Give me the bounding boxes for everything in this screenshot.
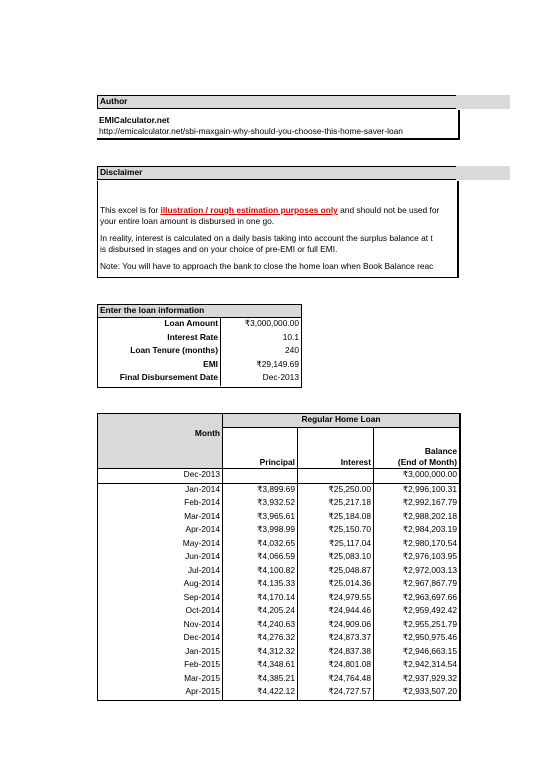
month-cell: Dec-2013 bbox=[98, 469, 223, 483]
principal-cell: ₹4,385.21 bbox=[223, 673, 298, 687]
principal-cell bbox=[223, 469, 298, 483]
schedule-table bbox=[97, 413, 461, 701]
table-row bbox=[98, 524, 459, 538]
balance-cell: ₹2,933,507.20 bbox=[402, 686, 457, 696]
balance-cell: ₹2,988,202.18 bbox=[402, 510, 457, 521]
principal-header-label: Principal bbox=[259, 457, 295, 467]
principal-cell: ₹3,965.61 bbox=[223, 511, 298, 525]
table-row bbox=[98, 673, 459, 687]
disclaimer-line-1 bbox=[98, 181, 457, 216]
balance-cell: ₹2,955,251.79 bbox=[402, 618, 457, 629]
emi-label: EMI bbox=[98, 359, 221, 373]
author-body bbox=[97, 110, 460, 140]
interest-cell: ₹25,083.10 bbox=[298, 551, 374, 565]
emi-value: ₹29,149.69 bbox=[256, 358, 299, 369]
disclaimer-header-tail bbox=[456, 166, 510, 180]
loan-amount-label: Loan Amount bbox=[98, 318, 221, 332]
month-cell: Jan-2015 bbox=[98, 646, 223, 660]
table-row bbox=[98, 551, 459, 565]
disclaimer-body bbox=[97, 181, 459, 278]
balance-cell: ₹2,972,003.13 bbox=[402, 564, 457, 575]
month-cell: Apr-2014 bbox=[98, 524, 223, 538]
table-row bbox=[98, 497, 459, 511]
table-row bbox=[98, 469, 459, 484]
disclaimer-line-1-post: and should not be used for bbox=[337, 205, 440, 215]
balance-cell: ₹2,976,103.95 bbox=[402, 551, 457, 561]
principal-cell: ₹4,276.32 bbox=[223, 632, 298, 646]
interest-cell: ₹25,117.04 bbox=[298, 538, 374, 552]
principal-cell: ₹4,348.61 bbox=[223, 659, 298, 673]
table-row bbox=[98, 646, 459, 660]
month-cell: Mar-2015 bbox=[98, 673, 223, 687]
principal-cell: ₹3,932.52 bbox=[223, 497, 298, 511]
interest-cell: ₹24,909.06 bbox=[298, 619, 374, 633]
balance-header bbox=[374, 428, 459, 468]
disbursement-date-input[interactable]: Dec-2013 bbox=[262, 372, 299, 383]
table-row bbox=[98, 592, 459, 606]
table-row bbox=[98, 511, 459, 525]
principal-cell: ₹4,312.32 bbox=[223, 646, 298, 660]
month-cell: Feb-2015 bbox=[98, 659, 223, 673]
month-cell: Jun-2014 bbox=[98, 551, 223, 565]
interest-cell: ₹24,873.37 bbox=[298, 632, 374, 646]
principal-cell: ₹4,135.33 bbox=[223, 578, 298, 592]
principal-cell: ₹4,100.82 bbox=[223, 565, 298, 579]
balance-cell: ₹2,967,867.79 bbox=[402, 578, 457, 588]
regular-loan-title: Regular Home Loan bbox=[223, 414, 459, 428]
author-url[interactable]: http://emicalculator.net/sbi-maxgain-why-should-you-choose-this-home-saver-loan bbox=[99, 126, 403, 136]
table-row bbox=[98, 538, 459, 552]
loan-tenure-label: Loan Tenure (months) bbox=[98, 345, 221, 359]
author-name: EMICalculator.net bbox=[99, 115, 170, 125]
disclaimer-line-4: is disbursed in stages and on your choice of pre-EMI or full EMI. bbox=[100, 244, 338, 254]
author-header-label: Author bbox=[100, 96, 128, 106]
loan-tenure-input[interactable]: 240 bbox=[285, 345, 299, 356]
interest-rate-label: Interest Rate bbox=[98, 332, 221, 346]
balance-cell: ₹2,937,929.32 bbox=[402, 672, 457, 683]
interest-cell: ₹25,048.87 bbox=[298, 565, 374, 579]
table-row bbox=[98, 578, 459, 592]
table-row bbox=[98, 484, 459, 498]
regular-loan-group bbox=[223, 414, 459, 468]
balance-cell: ₹2,959,492.42 bbox=[402, 605, 457, 615]
interest-cell: ₹24,801.08 bbox=[298, 659, 374, 673]
interest-cell: ₹24,727.57 bbox=[298, 686, 374, 700]
disclaimer-header-label: Disclaimer bbox=[100, 167, 143, 177]
loan-info-box bbox=[97, 304, 302, 388]
schedule-header bbox=[98, 414, 459, 469]
interest-cell: ₹24,837.38 bbox=[298, 646, 374, 660]
schedule-body bbox=[98, 469, 459, 700]
month-cell: Sep-2014 bbox=[98, 592, 223, 606]
disbursement-date-row bbox=[98, 372, 301, 386]
interest-cell: ₹24,979.55 bbox=[298, 592, 374, 606]
disclaimer-link[interactable]: illustration / rough estimation purposes only bbox=[160, 205, 338, 215]
balance-cell: ₹2,942,314.54 bbox=[402, 659, 457, 669]
disclaimer-line-5: Note: You will have to approach the bank to close the home loan when Book Balance reac bbox=[100, 261, 434, 271]
month-cell: May-2014 bbox=[98, 538, 223, 552]
principal-header bbox=[223, 428, 298, 468]
balance-cell: ₹2,946,663.15 bbox=[402, 645, 457, 656]
table-row bbox=[98, 565, 459, 579]
principal-cell: ₹3,899.69 bbox=[223, 484, 298, 498]
table-row bbox=[98, 632, 459, 646]
interest-rate-input[interactable]: 10.1 bbox=[282, 331, 299, 342]
loan-tenure-row bbox=[98, 345, 301, 359]
month-cell: Feb-2014 bbox=[98, 497, 223, 511]
loan-info-title: Enter the loan information bbox=[98, 305, 301, 318]
interest-cell: ₹25,217.18 bbox=[298, 497, 374, 511]
principal-cell: ₹4,240.63 bbox=[223, 619, 298, 633]
month-cell: Nov-2014 bbox=[98, 619, 223, 633]
balance-header-label-2: (End of Month) bbox=[397, 457, 457, 467]
interest-cell: ₹25,150.70 bbox=[298, 524, 374, 538]
month-cell: Aug-2014 bbox=[98, 578, 223, 592]
interest-cell: ₹25,250.00 bbox=[298, 484, 374, 498]
principal-cell: ₹3,998.99 bbox=[223, 524, 298, 538]
disclaimer-header bbox=[97, 166, 458, 180]
month-cell: Apr-2015 bbox=[98, 686, 223, 700]
author-header bbox=[97, 95, 458, 109]
schedule-column-headers bbox=[223, 428, 459, 468]
disbursement-date-label: Final Disbursement Date bbox=[98, 372, 221, 386]
emi-row bbox=[98, 359, 301, 373]
balance-cell: ₹2,950,975.46 bbox=[402, 632, 457, 642]
balance-cell: ₹2,963,697.66 bbox=[402, 591, 457, 602]
month-cell: Dec-2014 bbox=[98, 632, 223, 646]
interest-cell: ₹24,944.46 bbox=[298, 605, 374, 619]
table-row bbox=[98, 619, 459, 633]
principal-cell: ₹4,422.12 bbox=[223, 686, 298, 700]
month-cell: Oct-2014 bbox=[98, 605, 223, 619]
interest-cell: ₹25,014.36 bbox=[298, 578, 374, 592]
principal-cell: ₹4,170.14 bbox=[223, 592, 298, 606]
table-row bbox=[98, 605, 459, 619]
balance-cell: ₹2,996,100.31 bbox=[402, 483, 457, 494]
interest-cell: ₹24,764.48 bbox=[298, 673, 374, 687]
interest-rate-row bbox=[98, 332, 301, 346]
interest-cell: ₹25,184.08 bbox=[298, 511, 374, 525]
author-header-tail bbox=[456, 95, 510, 109]
interest-cell bbox=[298, 469, 374, 483]
balance-cell: ₹2,984,203.19 bbox=[402, 524, 457, 534]
month-cell: Jul-2014 bbox=[98, 565, 223, 579]
disclaimer-line-1-pre: This excel is for bbox=[100, 205, 161, 215]
principal-cell: ₹4,066.59 bbox=[223, 551, 298, 565]
interest-header-label: Interest bbox=[340, 457, 371, 467]
table-row bbox=[98, 686, 459, 700]
balance-header-label-1: Balance bbox=[424, 446, 457, 456]
disclaimer-line-3: In reality, interest is calculated on a daily basis taking into account the surplus balance at t bbox=[100, 233, 433, 243]
loan-amount-input[interactable]: ₹3,000,000.00 bbox=[244, 318, 299, 328]
disclaimer-line-2: your entire loan amount is disbursed in one go. bbox=[100, 216, 275, 226]
principal-cell: ₹4,205.24 bbox=[223, 605, 298, 619]
balance-cell: ₹3,000,000.00 bbox=[402, 469, 457, 479]
table-row bbox=[98, 659, 459, 673]
balance-cell: ₹2,980,170.54 bbox=[402, 537, 457, 548]
month-header: Month bbox=[98, 414, 223, 468]
interest-header bbox=[298, 428, 374, 468]
principal-cell: ₹4,032.65 bbox=[223, 538, 298, 552]
month-cell: Mar-2014 bbox=[98, 511, 223, 525]
month-cell: Jan-2014 bbox=[98, 484, 223, 498]
loan-amount-row bbox=[98, 318, 301, 332]
balance-cell: ₹2,992,167.79 bbox=[402, 497, 457, 507]
